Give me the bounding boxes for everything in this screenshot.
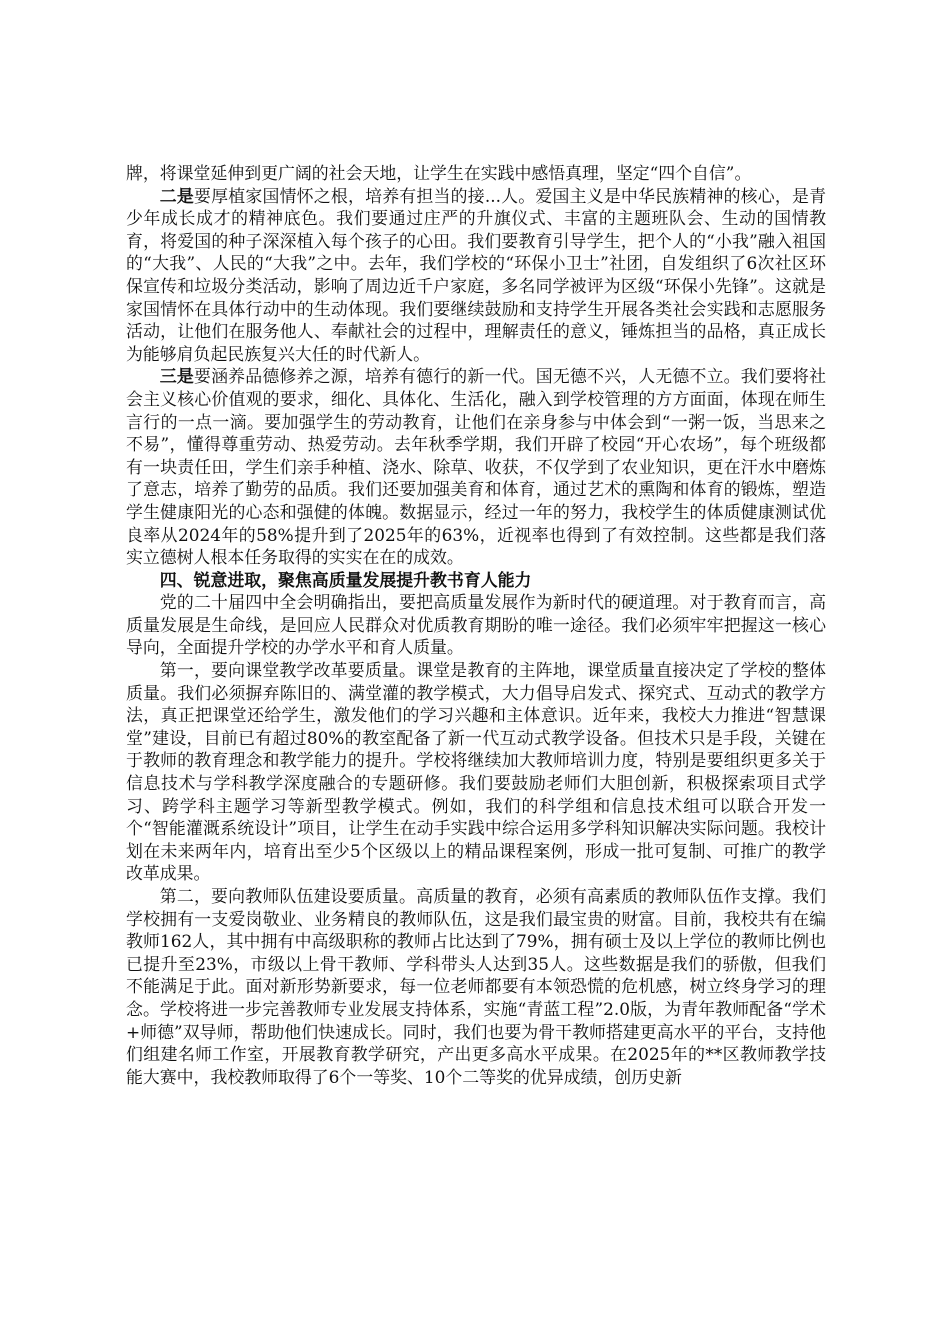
point-text: 要厚植家国情怀之根，培养有担当的接...人。爱国主义是中华民族精神的核心，是青少年成长成才的精神底色。我们要通过庄严的升旗仪式、丰富的主题班队会、生动的国情教育，将爱国的种子深深植入每个孩子的心田。我们要教育引导学生，把个人的“小我”融入祖国的“大我”、人民的“大我”之中。去年，我们学校的“环保小卫士”社团，自发组织了6次社区环保宣传和垃圾分类活动，影响了周边近千户家庭，多名同学被评为区级“环保小先锋”。这就是家国情怀在具体行动中的生动体现。我们要继续鼓励和支持学生开展各类社会实践和志愿服务活动，让他们在服务他人、奉献社会的过程中，理解责任的意义，锤炼担当的品格，真正成长为能够肩负起民族复兴大任的时代新人。 — [126, 185, 826, 364]
section-heading: 四、锐意进取，聚焦高质量发展提升教书育人能力 — [159, 569, 532, 590]
point-lead: 三是 — [159, 366, 194, 387]
point-lead: 二是 — [159, 185, 195, 206]
paragraph-second: 第二，要向教师队伍建设要质量。高质量的教育，必须有高素质的教师队伍作支撑。我们学校拥有一支爱岗敬业、业务精良的教师队伍，这是我们最宝贵的财富。目前，我校共有在编教师162人，其中拥有中高级职称的教师占比达到了79%，拥有硕士及以上学位的教师比例也已提升至23%，市级以上骨干教师、学科带头人达到35人。这些数据是我们的骄傲，但我们不能满足于此。面对新形势新要求，每一位老师都要有本领恐慌的危机感，树立终身学习的理念。学校将进一步完善教师专业发展支持体系，实施“青蓝工程”2.0版，为青年教师配备“学术+师德”双导师，帮助他们快速成长。同时，我们也要为骨干教师搭建更高水平的平台，支持他们组建名师工作室，开展教育教学研究，产出更多高水平成果。在2025年的**区教师教学技能大赛中，我校教师取得了6个一等奖、10个二等奖的优异成绩，创历史新 — [126, 886, 826, 1087]
paragraph-point-three — [126, 365, 826, 568]
document-page — [126, 162, 826, 1088]
paragraph-first: 第一，要向课堂教学改革要质量。课堂是教育的主阵地，课堂质量直接决定了学校的整体质量。我们必须摒弃陈旧的、满堂灌的教学模式，大力倡导启发式、探究式、互动式的教学方法，真正把课堂还给学生，激发他们的学习兴趣和主体意识。近年来，我校大力推进“智慧课堂”建设，目前已有超过80%的教室配备了新一代互动式教学设备。但技术只是手段，关键在于教师的教育理念和教学能力的提升。学校将继续加大教师培训力度，特别是要组织更多关于信息技术与学科教学深度融合的专题研修。我们要鼓励老师们大胆创新，积极探索项目式学习、跨学科主题学习等新型教学模式。例如，我们的科学组和信息技术组可以联合开发一个“智能灌溉系统设计”项目，让学生在动手实践中综合运用多学科知识解决实际问题。我校计划在未来两年内，培育出至少5个区级以上的精品课程案例，形成一批可复制、可推广的教学改革成果。 — [126, 660, 826, 884]
paragraph-section-intro: 党的二十届四中全会明确指出，要把高质量发展作为新时代的硬道理。对于教育而言，高质量发展是生命线，是回应人民群众对优质教育期盼的唯一途径。我们必须牢牢把握这一核心导向，全面提升学校的办学水平和育人质量。 — [126, 592, 826, 658]
paragraph-continuation: 牌，将课堂延伸到更广阔的社会天地，让学生在实践中感悟真理，坚定“四个自信”。 — [126, 163, 752, 183]
point-text: 要涵养品德修养之源，培养有德行的新一代。国无德不兴，人无德不立。我们要将社会主义核心价值观的要求，细化、具体化、生活化，融入到学校管理的方方面面，体现在师生言行的一点一滴。要加强学生的劳动教育，让他们在亲身参与中体会到“一粥一饭，当思来之不易”，懂得尊重劳动、热爱劳动。去年秋季学期，我们开辟了校园“开心农场”，每个班级都有一块责任田，学生们亲手种植、浇水、除草、收获，不仅学到了农业知识，更在汗水中磨炼了意志，培养了勤劳的品质。我们还要加强美育和体育，通过艺术的熏陶和体育的锻炼，塑造学生健康阳光的心态和强健的体魄。数据显示，经过一年的努力，我校学生的体质健康测试优良率从2024年的58%提升到了2025年的63%，近视率也得到了有效控制。这些都是我们落实立德树人根本任务取得的实实在在的成效。 — [126, 366, 827, 568]
paragraph-point-two — [126, 185, 826, 366]
